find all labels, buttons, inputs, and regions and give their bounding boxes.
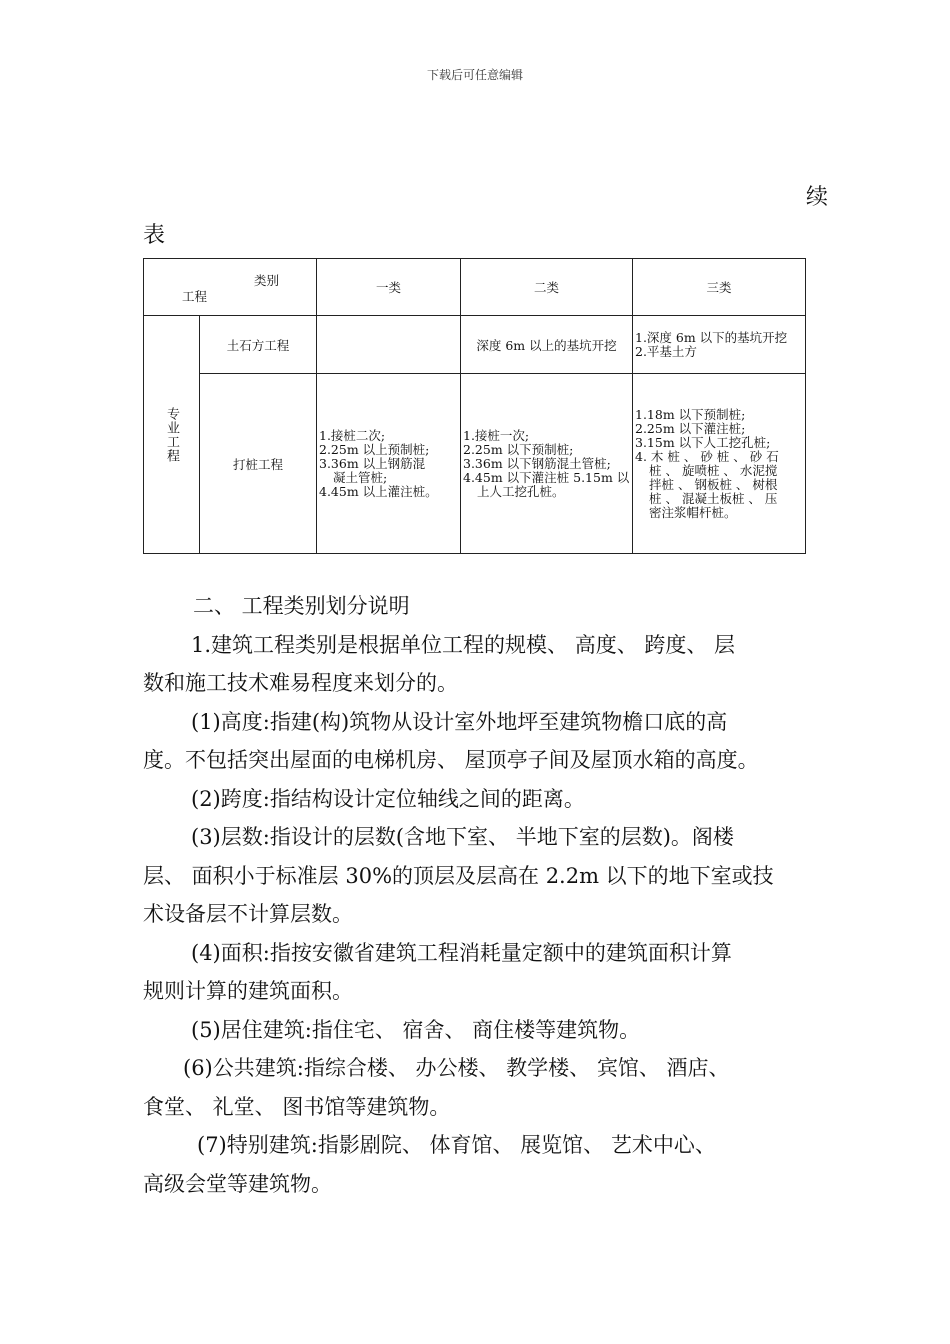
group-label: 专业工程 [164,406,179,463]
row-name-earthwork: 土石方工程 [200,316,317,374]
header-class-2: 二类 [461,259,633,316]
piling-class-1: 1.接桩二次; 2.25m 以上预制桩; 3.36m 以上钢筋混 凝土管桩; 4.45m 以上灌注桩。 [317,374,461,554]
paragraph-line: (5)居住建筑:指住宅、 宿舍、 商住楼等建筑物。 [191,1017,641,1042]
paragraph-line: (3)层数:指设计的层数(含地下室、 半地下室的层数)。阁楼 [191,825,734,849]
piling-class-2: 1.接桩一次; 2.25m 以下预制桩; 3.36m 以下钢筋混土管桩; 4.45m 以下灌注桩 5.15m 以 上人工挖孔桩。 [461,374,633,554]
paragraph-line: 食堂、 礼堂、 图书馆等建筑物。 [143,1094,451,1119]
paragraph-line: (2)跨度:指结构设计定位轴线之间的距离。 [191,786,585,811]
paragraph-line: (6)公共建筑:指综合楼、 办公楼、 教学楼、 宾馆、 酒店、 [183,1056,730,1080]
earthwork-class-2: 深度 6m 以上的基坑开挖 [461,316,633,374]
earthwork-class-1 [317,316,461,374]
paragraph-line: 1.建筑工程类别是根据单位工程的规模、 高度、 跨度、 层 [191,632,736,657]
classification-notes [143,587,823,1203]
paragraph-line: 层、 面积小于标准层 30%的顶层及层高在 2.2m 以下的地下室或技 [143,863,774,888]
paragraph-line: (4)面积:指按安徽省建筑工程消耗量定额中的建筑面积计算 [191,940,732,965]
corner-header-cell [144,259,317,316]
paragraph-line: 术设备层不计算层数。 [143,902,353,926]
continued-label-1: 续 [806,185,829,210]
corner-header-category: 类别 [254,273,280,289]
row-name-piling: 打桩工程 [200,374,317,554]
corner-header-project: 工程 [182,289,208,305]
header-class-3: 三类 [633,259,806,316]
page-header-note: 下载后可任意编辑 [426,68,523,82]
paragraph-line: 规则计算的建筑面积。 [143,979,353,1003]
header-class-1: 一类 [317,259,461,316]
paragraph-line: (1)高度:指建(构)筑物从设计室外地坪至建筑物檐口底的高 [191,709,728,734]
paragraph-line: 数和施工技术难易程度来划分的。 [143,671,458,695]
paragraph-line: 高级会堂等建筑物。 [143,1171,332,1196]
continued-label-2: 表 [143,223,166,248]
engineering-category-table [143,258,806,554]
paragraph-line: 度。不包括突出屋面的电梯机房、 屋顶亭子间及屋顶水箱的高度。 [143,748,759,772]
section-title: 二、 工程类别划分说明 [193,594,410,618]
earthwork-class-3: 1.深度 6m 以下的基坑开挖 2.平基土方 [633,316,806,374]
group-label-cell [144,316,200,554]
paragraph-line: (7)特别建筑:指影剧院、 体育馆、 展览馆、 艺术中心、 [197,1133,716,1157]
piling-class-3: 1.18m 以下预制桩; 2.25m 以下灌注桩; 3.15m 以下人工挖孔桩; 4. 木 桩 、 砂 桩 、 砂 石 桩 、 旋喷桩 、 水泥搅 拌桩 、 钢板桩 、 树根 桩 、 混凝土板桩 、 压 密注浆帽杆桩。 [633,374,806,554]
